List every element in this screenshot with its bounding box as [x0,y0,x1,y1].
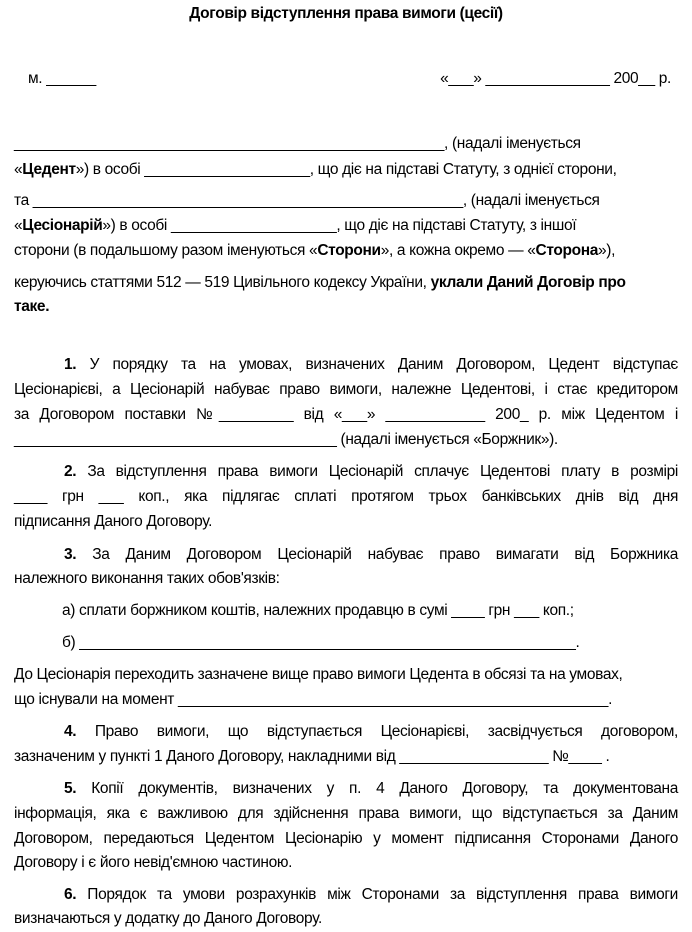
clause-3-line-1 [14,545,678,565]
parties-line-1 [14,134,678,154]
clause-2-line-3: підписання Даного Договору. [14,513,213,530]
cessionary-represented-by: ») в особі ____________________, що діє на підставі Статуту, з іншої [102,217,577,234]
text: За відступлення права вимоги Цесіонарій сплачує Цедентові плату в розмірі [76,463,678,480]
clause-6-line-2: визначаються у додатку до Даного Договору. [14,910,322,927]
clause-4-line-2: зазначеним у пункті 1 Даного Договору, накладними від __________________ №____ . [14,748,610,765]
date-field: «___» _______________ 200__ р. [440,70,671,87]
text: У порядку та на умовах, визначених Даним Договором, Цедент відступає [76,356,678,373]
clause-3-line-4: що існували на момент ____________________________________________________. [14,691,613,708]
parties-line-4: «Цесіонарій») в особі ____________________, що діє на підставі Статуту, з іншої [14,217,577,234]
clause-5-line-2: інформація, яка є важливою для здійснення права вимоги, що відступається за Даним [14,805,678,822]
parties-line-7 [14,297,678,317]
party-term: Сторона [535,242,599,259]
text: », а кожна окремо — « [380,242,536,259]
parties-line-3 [14,191,678,211]
city-field: м. ______ [28,70,96,87]
text: »), [598,242,616,259]
clause-1-number: 1. [64,356,77,373]
text: Право вимоги, що відступається Цесіонарієві, засвідчується договором, [76,723,678,740]
clause-2-line-1 [14,462,678,482]
text: За Даним Договором Цесіонарій набуває право вимагати від Боржника [76,546,678,563]
clause-3-item-a: а) сплати боржником коштів, належних продавцю в сумі ____ грн ___ коп.; [62,602,574,619]
text: керуючись статтями 512 — 519 Цивільного кодексу України, [14,274,431,291]
clause-3-line-2: належного виконання таких обов'язків: [14,570,280,587]
document-title: Договір відступлення права вимоги (цесії) [189,5,503,22]
clause-5-number: 5. [64,780,77,797]
clause-1-line-1 [14,355,678,375]
clause-1-line-4: _______________________________________ (надалі іменується «Боржник»). [14,431,558,448]
clause-6-number: 6. [64,886,77,903]
text: сторони (в подальшому разом іменуються « [14,242,318,259]
clause-2-line-2: ____ грн ___ коп., яка підлягає сплаті протягом трьох банківських днів від дня [14,488,678,505]
clause-6-line-1 [14,885,678,905]
clause-5-line-4: Договору і є його невід'ємною частиною. [14,854,293,871]
agreement-statement: уклали Даний Договір про [430,274,626,291]
parties-term: Сторони [317,242,381,259]
agreement-statement-end: таке. [14,298,50,315]
cessionary-label: Цесіонарій [22,217,103,234]
clause-1-line-3: за Договором поставки №_________ від «___» ____________ 200_ р. між Цедентом і [14,406,678,423]
parties-line-5 [14,241,678,261]
text: Копії документів, визначених у п. 4 Даного Договору, та документована [76,780,678,797]
clause-3-line-3: До Цесіонарія переходить зазначене вище право вимоги Цедента в обсязі та на умовах, [14,666,623,683]
cedent-represented-by: ») в особі ____________________, що діє на підставі Статуту, з однієї сторони, [75,161,617,178]
clause-4-number: 4. [64,723,77,740]
clause-3-number: 3. [64,546,77,563]
text: Порядок та умови розрахунків між Сторонами за відступлення права вимоги [76,886,678,903]
cedent-name-blank: ____________________________________________________, (надалі іменується [14,135,581,152]
clause-2-number: 2. [64,463,77,480]
clause-3-item-b: б) ____________________________________________________________. [62,634,580,651]
clause-5-line-1 [14,779,678,799]
clause-5-line-3: Договором, передаються Цедентом Цесіонарію у момент підписання Сторонами Даного [14,830,678,847]
cessionary-name-blank: та ____________________________________________________, (надалі іменується [14,192,600,209]
parties-line-6 [14,273,678,293]
clause-4-line-1 [14,722,678,742]
cedent-label: Цедент [22,161,76,178]
clause-1-line-2: Цесіонарієві, а Цесіонарій набуває право вимоги, належне Цедентові, і стає кредитором [14,381,678,398]
parties-line-2: «Цедент») в особі ____________________, що діє на підставі Статуту, з однієї сторони, [14,161,617,178]
